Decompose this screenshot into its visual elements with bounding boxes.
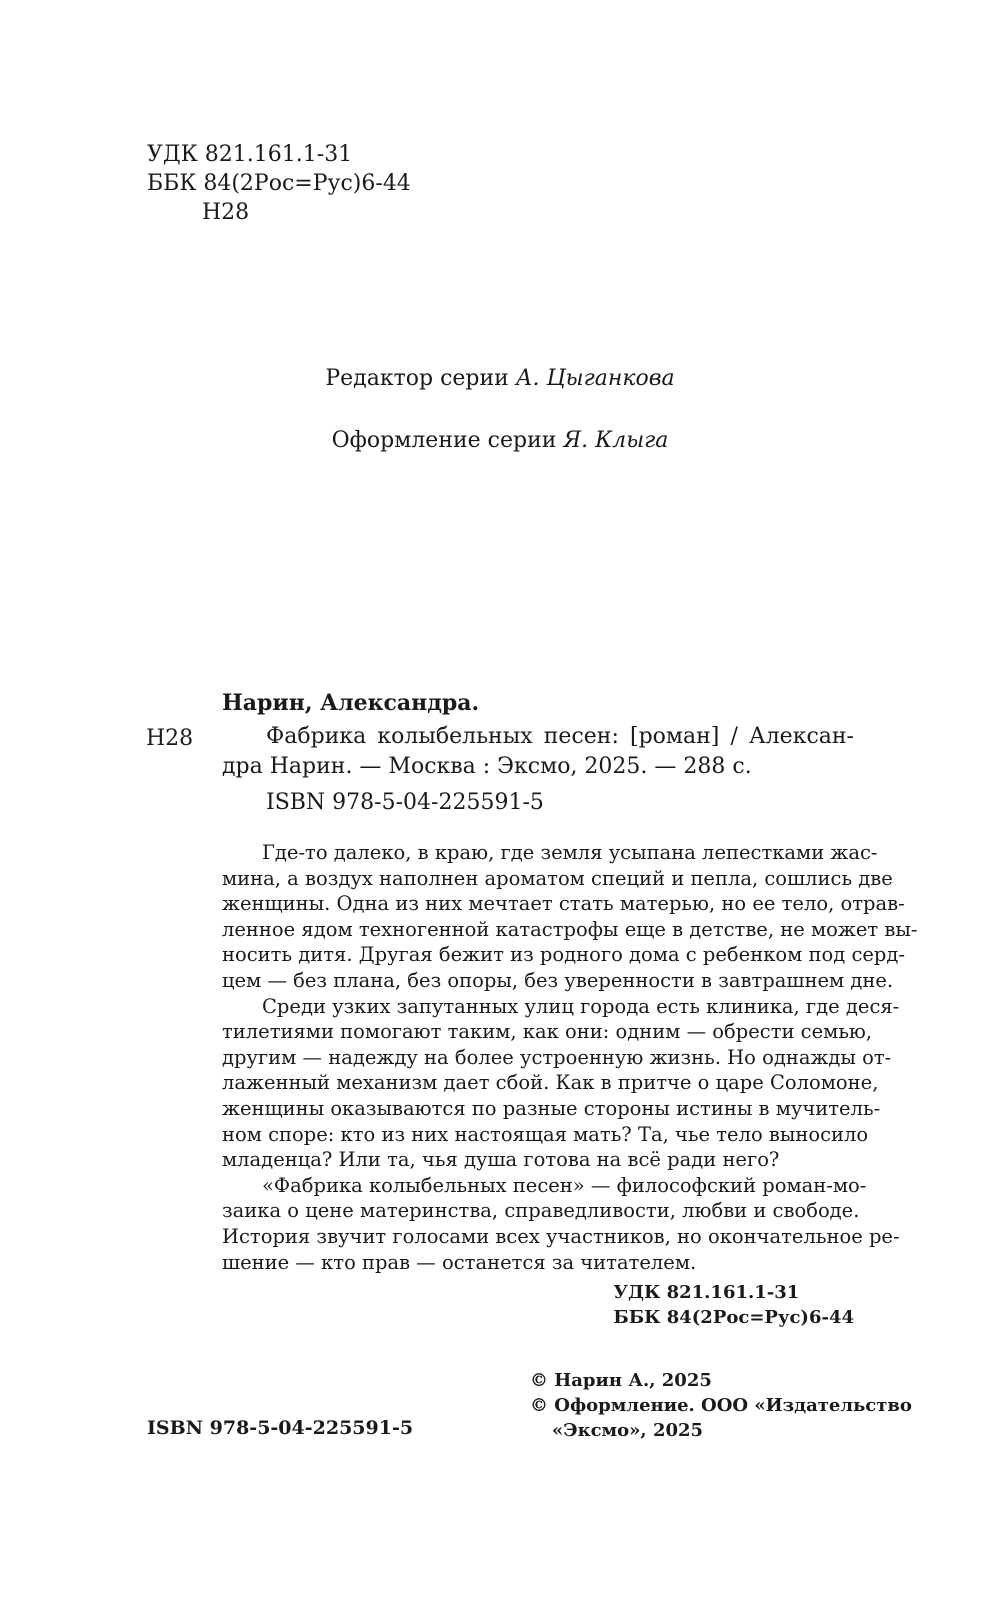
series-editor-credit bbox=[0, 366, 1000, 391]
annotation-line: мина, а воздух наполнен ароматом специй и пепла, сошлись две bbox=[222, 866, 893, 890]
copyright-design-cont: «Эксмо», 2025 bbox=[552, 1420, 704, 1441]
annotation-line: Где-то далеко, в краю, где земля усыпана лепестками жас- bbox=[262, 841, 878, 864]
annotation-line: заика о цене материнства, справедливости, любви и свободе. bbox=[222, 1199, 860, 1223]
bib-line: Фабрика колыбельных песен: [роман] / Алексан- bbox=[266, 724, 854, 749]
series-design-credit bbox=[0, 428, 1000, 453]
annotation-line: младенца? Или та, чья душа готова на всё ради него? bbox=[222, 1148, 780, 1172]
annotation-line: цем — без плана, без опоры, без уверенности в завтрашнем дне. bbox=[222, 968, 894, 992]
footer-udk: УДК 821.161.1-31 bbox=[613, 1282, 800, 1303]
design-label: Оформление серии bbox=[331, 428, 557, 453]
annotation-line: носить дитя. Другая бежит из родного дома с ребенком под серд- bbox=[222, 943, 905, 967]
annotation-line: ленное ядом техногенной катастрофы еще в детстве, не может вы- bbox=[222, 917, 918, 941]
annotation bbox=[222, 840, 918, 1275]
author-mark: Н28 bbox=[202, 200, 250, 225]
footer-bbk: ББК 84(2Рос=Рус)6-44 bbox=[613, 1307, 854, 1328]
copyright-block bbox=[530, 1368, 912, 1443]
design-name: Я. Клыга bbox=[563, 428, 669, 453]
isbn: ISBN 978-5-04-225591-5 bbox=[266, 790, 544, 815]
annotation-line: тилетиями помогают таким, как они: одним — обрести семью, bbox=[222, 1020, 873, 1044]
author-mark-margin: Н28 bbox=[146, 726, 194, 751]
editor-label: Редактор серии bbox=[325, 366, 509, 391]
annotation-line: Среди узких запутанных улиц города есть клиника, где деся- bbox=[262, 994, 900, 1018]
classification-block bbox=[147, 140, 411, 227]
author-heading: Нарин, Александра. bbox=[222, 690, 480, 716]
bbk-code: ББК 84(2Рос=Рус)6-44 bbox=[147, 171, 411, 196]
annotation-line: ном споре: кто из них настоящая мать? Та, чье тело выносило bbox=[222, 1122, 869, 1146]
bib-line: дра Нарин. — Москва : Эксмо, 2025. — 288 с. bbox=[222, 754, 752, 779]
annotation-line: лаженный механизм дает сбой. Как в притче о царе Соломоне, bbox=[222, 1071, 879, 1095]
editor-name: А. Цыганкова bbox=[515, 366, 675, 391]
annotation-line: шение — кто прав — останется за читателем. bbox=[222, 1250, 697, 1274]
udk-code: УДК 821.161.1-31 bbox=[147, 142, 353, 167]
footer-codes bbox=[613, 1280, 854, 1330]
bibliographic-description bbox=[222, 722, 854, 782]
annotation-line: «Фабрика колыбельных песен» — философский роман-мо- bbox=[262, 1173, 867, 1197]
copyright-design: © Оформление. ООО «Издательство bbox=[530, 1395, 912, 1416]
footer-isbn: ISBN 978-5-04-225591-5 bbox=[147, 1417, 414, 1439]
annotation-line: женщины. Одна из них мечтает стать матерью, но ее тело, отрав- bbox=[222, 892, 905, 916]
annotation-line: История звучит голосами всех участников, но окончательное ре- bbox=[222, 1224, 900, 1248]
copyright-author: © Нарин А., 2025 bbox=[530, 1370, 712, 1391]
annotation-line: другим — надежду на более устроенную жизнь. Но однажды от- bbox=[222, 1045, 892, 1069]
annotation-line: женщины оказываются по разные стороны истины в мучитель- bbox=[222, 1096, 881, 1120]
